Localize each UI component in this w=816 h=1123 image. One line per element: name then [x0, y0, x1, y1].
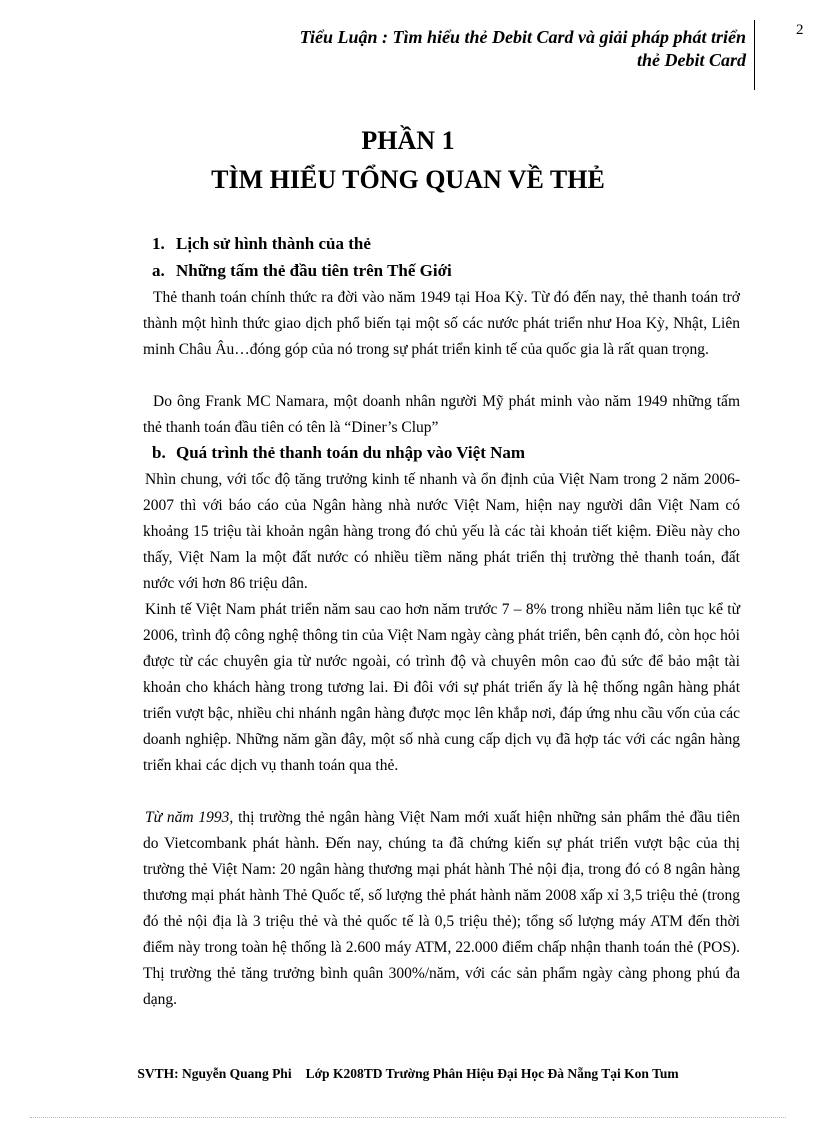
- header-vertical-rule: [754, 20, 755, 90]
- part-subtitle: TÌM HIỂU TỔNG QUAN VỀ THẺ: [211, 165, 605, 194]
- section-heading-b: [152, 441, 525, 465]
- paragraph-first-cards: [143, 285, 740, 363]
- paragraph-italic-lead: Từ năm 1993,: [145, 809, 234, 826]
- header-line-2: thẻ Debit Card: [636, 50, 746, 70]
- paragraph-text: thị trường thẻ ngân hàng Việt Nam mới xuất hiện những sản phẩm thẻ đầu tiên do Vietcombank phát hành. Đến nay, chúng ta đã chứng kiến sự phát triển vượt bậc của thị trường thẻ Việt Nam: 20 ngân hàng thương mại phát hành Thẻ nội địa, trong đó có 8 ngân hàng thương mại phát hành Thẻ Quốc tế, số lượng thẻ phát hành năm 2008 xấp xỉ 3,5 triệu thẻ (trong đó thẻ nội địa là 3 triệu thẻ và thẻ quốc tế là 0,5 triệu thẻ); tổng số lượng máy ATM đến thời điểm này trong toàn hệ thống là 2.600 máy ATM, 22.000 điểm chấp nhận thanh toán thẻ (POS). Thị trường thẻ tăng trưởng bình quân 300%/năm, với các sản phẩm ngày càng phong phú đa dạng.: [143, 809, 740, 1008]
- page-bottom-divider: [30, 1117, 786, 1118]
- page-number: 2: [796, 22, 804, 38]
- running-header: [200, 26, 746, 72]
- paragraph-overview-vietnam: [143, 467, 740, 597]
- paragraph-text: Nhìn chung, với tốc độ tăng trưởng kinh tế nhanh và ổn định của Việt Nam trong 2 năm 2006-2007 thì với báo cáo của Ngân hàng nhà nước Việt Nam, hiện nay người dân Việt Nam có khoảng 15 triệu tài khoản ngân hàng trong đó chủ yếu là các tài khoản tiết kiệm. Điều này cho thấy, Việt Nam la một đất nước có nhiều tiềm năng phát triển thị trường thẻ thanh toán, đất nước với hơn 86 triệu dân.: [143, 471, 740, 592]
- section-label: Lịch sử hình thành của thẻ: [176, 234, 371, 253]
- section-label: Quá trình thẻ thanh toán du nhập vào Việt Nam: [176, 443, 526, 462]
- section-label: Những tấm thẻ đầu tiên trên Thế Giới: [176, 261, 452, 280]
- page-footer: [0, 1066, 816, 1082]
- header-line-1: Tiểu Luận : Tìm hiểu thẻ Debit Card và giải pháp phát triển: [299, 27, 746, 47]
- section-number: a.: [152, 261, 165, 280]
- paragraph-text: Do ông Frank MC Namara, một doanh nhân người Mỹ phát minh vào năm 1949 những tấm thẻ thanh toán đầu tiên có tên là “Diner’s Clup”: [143, 393, 740, 436]
- section-heading-1: [152, 232, 371, 256]
- section-number: b.: [152, 443, 166, 462]
- paragraph-economy-growth: [143, 597, 740, 779]
- section-number: 1.: [152, 234, 165, 253]
- paragraph-text: Kinh tế Việt Nam phát triển năm sau cao hơn năm trước 7 – 8% trong nhiều năm liên tục kể từ 2006, trình độ công nghệ thông tin của Việt Nam ngày càng phát triển, bên cạnh đó, còn học hỏi được từ các chuyên gia từ nước ngoài, có trình độ và chuyên môn cao đủ sức để bảo mật tài khoản cho khách hàng trong tương lai. Đi đôi với sự phát triển ấy là hệ thống ngân hàng phát triển vượt bậc, nhiều chi nhánh ngân hàng được mọc lên khắp nơi, đáp ứng nhu cầu vốn của các doanh nghiệp. Những năm gần đây, một số nhà cung cấp dịch vụ đã hợp tác với các ngân hàng triển khai các dịch vụ thanh toán qua thẻ.: [143, 601, 740, 774]
- footer-student: SVTH: Nguyễn Quang Phi: [137, 1066, 292, 1081]
- paragraph-text: Thẻ thanh toán chính thức ra đời vào năm 1949 tại Hoa Kỳ. Từ đó đến nay, thẻ thanh toán trở thành một hình thức giao dịch phổ biến tại một số các nước phát triển như Hoa Kỳ, Nhật, Liên minh Châu Âu…đóng góp của nó trong sự phát triển kinh tế của quốc gia là rất quan trọng.: [143, 289, 740, 358]
- paragraph-card-market: [143, 805, 740, 1013]
- part-title: PHẦN 1: [361, 126, 455, 155]
- footer-class: Lớp K208TD Trường Phân Hiệu Đại Học Đà Nẵng Tại Kon Tum: [305, 1066, 679, 1081]
- section-heading-a: [152, 259, 452, 283]
- paragraph-diners-club: [143, 389, 740, 441]
